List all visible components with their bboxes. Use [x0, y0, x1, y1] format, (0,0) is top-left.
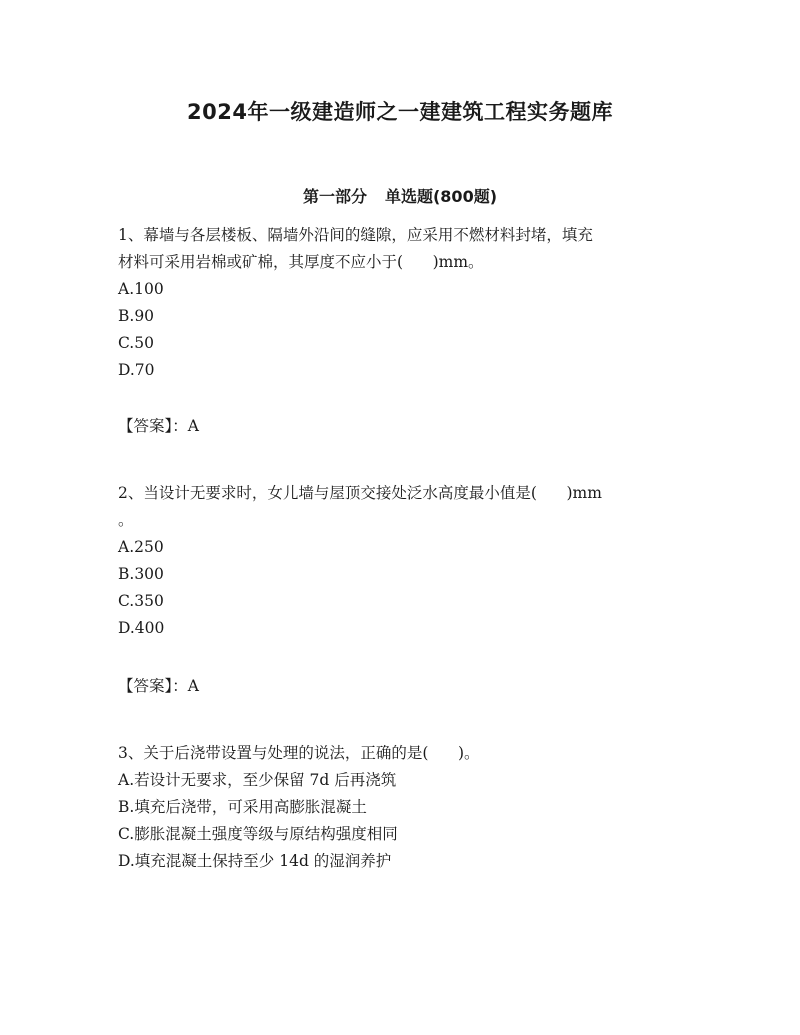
option-a: A.若设计无要求，至少保留 7d 后再浇筑 [118, 771, 397, 789]
option-d: D.70 [118, 361, 155, 379]
option-d: D.400 [118, 619, 165, 637]
option-d: D.填充混凝土保持至少 14d 的湿润养护 [118, 852, 392, 870]
option-b: B.300 [118, 565, 164, 583]
option-c: C.350 [118, 592, 164, 610]
answer-text: 【答案】：A [118, 677, 199, 695]
section-heading [0, 184, 800, 207]
section-part: 第一部分 [302, 187, 367, 206]
question-stem-line: 1、幕墙与各层楼板、隔墙外沿间的缝隙，应采用不燃材料封堵，填充 [118, 226, 593, 244]
option-a: A.250 [118, 538, 164, 556]
question-2 [118, 480, 688, 642]
question-stem-line: 。 [118, 511, 134, 529]
answer-text: 【答案】：A [118, 417, 199, 435]
question-3 [118, 740, 688, 875]
document-title: 2024年一级建造师之一建建筑工程实务题库 [187, 100, 613, 124]
option-c: C.膨胀混凝土强度等级与原结构强度相同 [118, 825, 398, 843]
question-stem-line: 3、关于后浇带设置与处理的说法，正确的是( )。 [118, 744, 480, 762]
question-1 [118, 222, 688, 384]
option-b: B.填充后浇带，可采用高膨胀混凝土 [118, 798, 367, 816]
option-b: B.90 [118, 307, 155, 325]
option-c: C.50 [118, 334, 154, 352]
question-stem-line: 材料可采用岩棉或矿棉，其厚度不应小于( )mm。 [118, 253, 484, 271]
question-stem-line: 2、当设计无要求时，女儿墙与屋顶交接处泛水高度最小值是( )mm [118, 484, 602, 502]
answer-2 [118, 673, 688, 700]
answer-1 [118, 413, 688, 440]
option-a: A.100 [118, 280, 164, 298]
section-name: 单选题(800题) [384, 187, 498, 206]
